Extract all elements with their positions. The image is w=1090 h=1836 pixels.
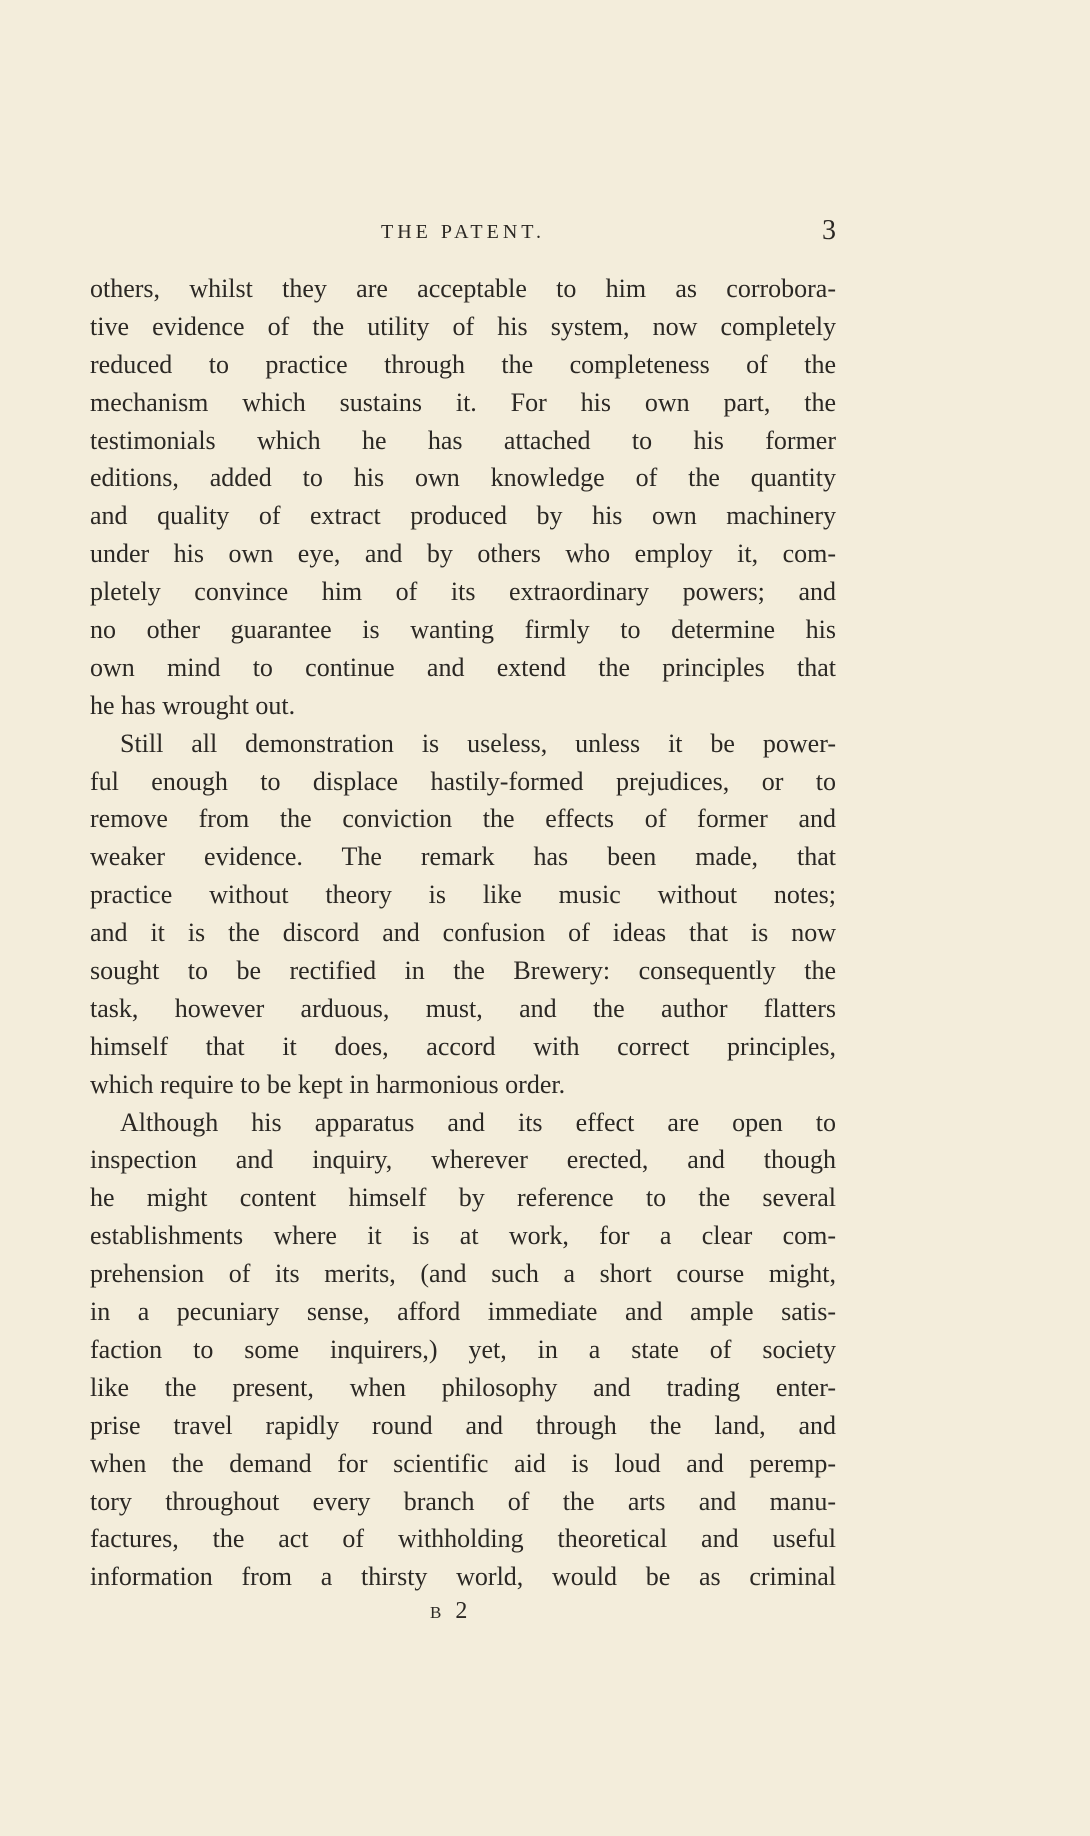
text-line: and it is the discord and confusion of ideas that is now	[90, 918, 836, 948]
text-line: pletely convince him of its extraordinary powers; and	[90, 577, 836, 607]
text-line: others, whilst they are acceptable to him as corrobora-	[90, 274, 836, 303]
text-line: himself that it does, accord with correct principles,	[90, 1031, 836, 1061]
text-line: tive evidence of the utility of his system, now completely	[90, 311, 836, 341]
text-line: information from a thirsty world, would be as criminal	[90, 1562, 836, 1592]
text-line: ful enough to displace hastily-formed prejudices, or to	[90, 766, 836, 796]
text-line: prehension of its merits, (and such a short course might,	[90, 1259, 836, 1289]
paragraph-first-line: Still all demonstration is useless, unless it be power-	[120, 728, 836, 758]
text-line: like the present, when philosophy and trading enter-	[90, 1372, 836, 1402]
text-line: he might content himself by reference to the several	[90, 1183, 836, 1213]
text-line: tory throughout every branch of the arts and manu-	[90, 1486, 836, 1516]
text-line: editions, added to his own knowledge of the quantity	[90, 463, 836, 493]
body-text	[90, 270, 836, 1596]
text-line: weaker evidence. The remark has been made, that	[90, 842, 836, 872]
text-line: in a pecuniary sense, afford immediate and ample satis-	[90, 1297, 836, 1327]
text-line: mechanism which sustains it. For his own part, the	[90, 387, 836, 417]
text-line: sought to be rectified in the Brewery: consequently the	[90, 956, 836, 986]
text-line: when the demand for scientific aid is loud and peremp-	[90, 1448, 836, 1478]
running-title: THE PATENT.	[381, 221, 545, 243]
text-line: remove from the conviction the effects of former and	[90, 804, 836, 834]
page-number: 3	[822, 215, 836, 246]
text-line: own mind to continue and extend the principles that	[90, 652, 836, 682]
signature-number: 2	[455, 1598, 472, 1624]
text-line: which require to be kept in harmonious order.	[90, 1069, 566, 1099]
signature-mark	[430, 1598, 471, 1625]
text-line: factures, the act of withholding theoretical and useful	[90, 1524, 836, 1554]
text-line: task, however arduous, must, and the author flatters	[90, 993, 836, 1023]
text-line: testimonials which he has attached to his former	[90, 425, 836, 455]
signature-letter: B	[430, 1603, 446, 1622]
text-line: practice without theory is like music without notes;	[90, 880, 836, 910]
text-line: and quality of extract produced by his own machinery	[90, 501, 836, 531]
running-head	[90, 215, 836, 255]
text-line: under his own eye, and by others who employ it, com-	[90, 539, 836, 569]
text-line: he has wrought out.	[90, 690, 296, 720]
text-line: no other guarantee is wanting firmly to determine his	[90, 615, 836, 645]
text-line: reduced to practice through the completeness of the	[90, 349, 836, 379]
text-line: faction to some inquirers,) yet, in a state of society	[90, 1334, 836, 1364]
text-line: establishments where it is at work, for a clear com-	[90, 1221, 836, 1251]
paragraph-first-line: Although his apparatus and its effect are open to	[120, 1107, 836, 1137]
text-line: prise travel rapidly round and through the land, and	[90, 1410, 836, 1440]
text-line: inspection and inquiry, wherever erected, and though	[90, 1145, 836, 1175]
